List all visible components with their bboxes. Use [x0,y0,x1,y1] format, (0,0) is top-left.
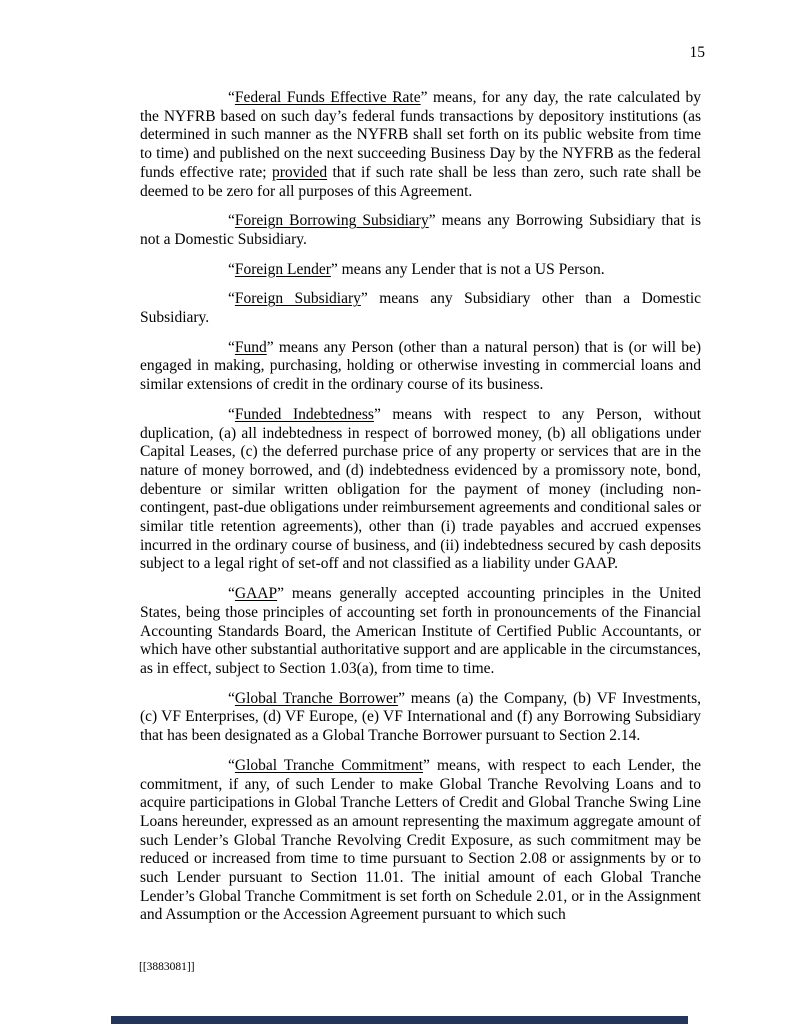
paragraph-text: ” means with respect to any Person, without duplication, (a) all indebtedness in respect of borrowed money, (b) all obligations under Capital Leases, (c) the deferred purchase price of any property or services that are in the nature of money borrowed, and (d) indebtedness evidenced by a promissory note, bond, debenture or similar written obligation for the payment of money (including non-contingent, past-due obligations under reimbursement agreements and conditional sales or similar title retention agreements), other than (i) trade payables and accrued expenses incurred in the ordinary course of business, and (ii) indebtedness secured by cash deposits subject to a legal right of set-off and not classified as a liability under GAAP. [140,405,702,573]
paragraph [140,585,701,679]
paragraph [140,89,701,201]
defined-term: provided [271,163,328,181]
paragraph [140,290,701,327]
defined-term: GAAP [234,585,278,603]
paragraph-text: “ [228,689,235,707]
paragraph-text: ” means, for any day, the rate calculated by the NYFRB based on such day’s federal funds transactions by depository institutions (as determined in such manner as the NYFRB shall set forth on its public website from time to time) and published on the next succeeding Business Day by the NYFRB as the federal funds effective rate; [140,89,701,181]
defined-term: Fund [234,338,267,356]
paragraph-text: ” means any Subsidiary other than a Domestic Subsidiary. [140,290,702,327]
paragraph [140,690,701,746]
paragraph-text: ” means generally accepted accounting principles in the United States, being those principles of accounting set forth in pronouncements of the Financial Accounting Standards Board, the American Institute of Certified Public Accountants, or which have other substantial authoritative support and are applicable in the circumstances, as in effect, subject to Section 1.03(a), from time to time. [140,585,701,677]
paragraph-text: ” means any Borrowing Subsidiary that is not a Domestic Subsidiary. [140,212,702,248]
paragraph-text: that if such rate shall be less than zero, such rate shall be deemed to be zero for all purposes of this Agreement. [140,163,702,200]
document-body [140,89,701,936]
defined-term: Federal Funds Effective Rate [234,89,421,106]
paragraph [140,757,701,925]
paragraph-text: “ [228,405,235,423]
defined-term: Funded Indebtedness [234,405,374,423]
paragraph [140,261,701,280]
defined-term: Global Tranche Commitment [234,756,424,774]
paragraph-text: “ [228,756,235,774]
next-page-edge-bar [111,1016,688,1024]
paragraph-text: “ [228,89,235,106]
paragraph-text: ” means any Person (other than a natural person) that is (or will be) engaged in making, purchasing, holding or otherwise investing in commercial loans and similar extensions of credit in the ordinary course of its business. [140,338,701,394]
defined-term: Foreign Lender [234,260,331,278]
paragraph [140,339,701,395]
paragraph-text: “ [228,290,235,308]
document-id-footer: [[3883081]] [139,961,195,973]
paragraph-text: “ [228,338,235,356]
paragraph-text: ” means, with respect to each Lender, the commitment, if any, of such Lender to make Global Tranche Revolving Loans and to acquire participations in Global Tranche Letters of Credit and Global Tranche Swing Line Loans hereunder, expressed as an amount representing the maximum aggregate amount of such Lender’s Global Tranche Revolving Credit Exposure, as such commitment may be reduced or increased from time to time pursuant to Section 2.08 or assignments by or to such Lender pursuant to Section 11.01. The initial amount of each Global Tranche Lender’s Global Tranche Commitment is set forth on Schedule 2.01, or in the Assignment and Assumption or the Accession Agreement pursuant to which such [140,756,701,924]
paragraph-text: ” means any Lender that is not a US Person. [330,260,605,278]
paragraph [140,212,701,249]
paragraph-text: “ [228,585,235,603]
defined-term: Foreign Subsidiary [234,290,361,308]
paragraph-text: “ [228,212,235,230]
page-number: 15 [689,44,705,61]
paragraph-text: “ [228,260,235,278]
paragraph-text: ” means (a) the Company, (b) VF Investments, (c) VF Enterprises, (d) VF Europe, (e) VF International and (f) any Borrowing Subsidiary that has been designated as a Global Tranche Borrower pursuant to Section 2.14. [140,689,701,745]
defined-term: Foreign Borrowing Subsidiary [234,212,429,230]
paragraph [140,406,701,574]
defined-term: Global Tranche Borrower [234,689,399,707]
